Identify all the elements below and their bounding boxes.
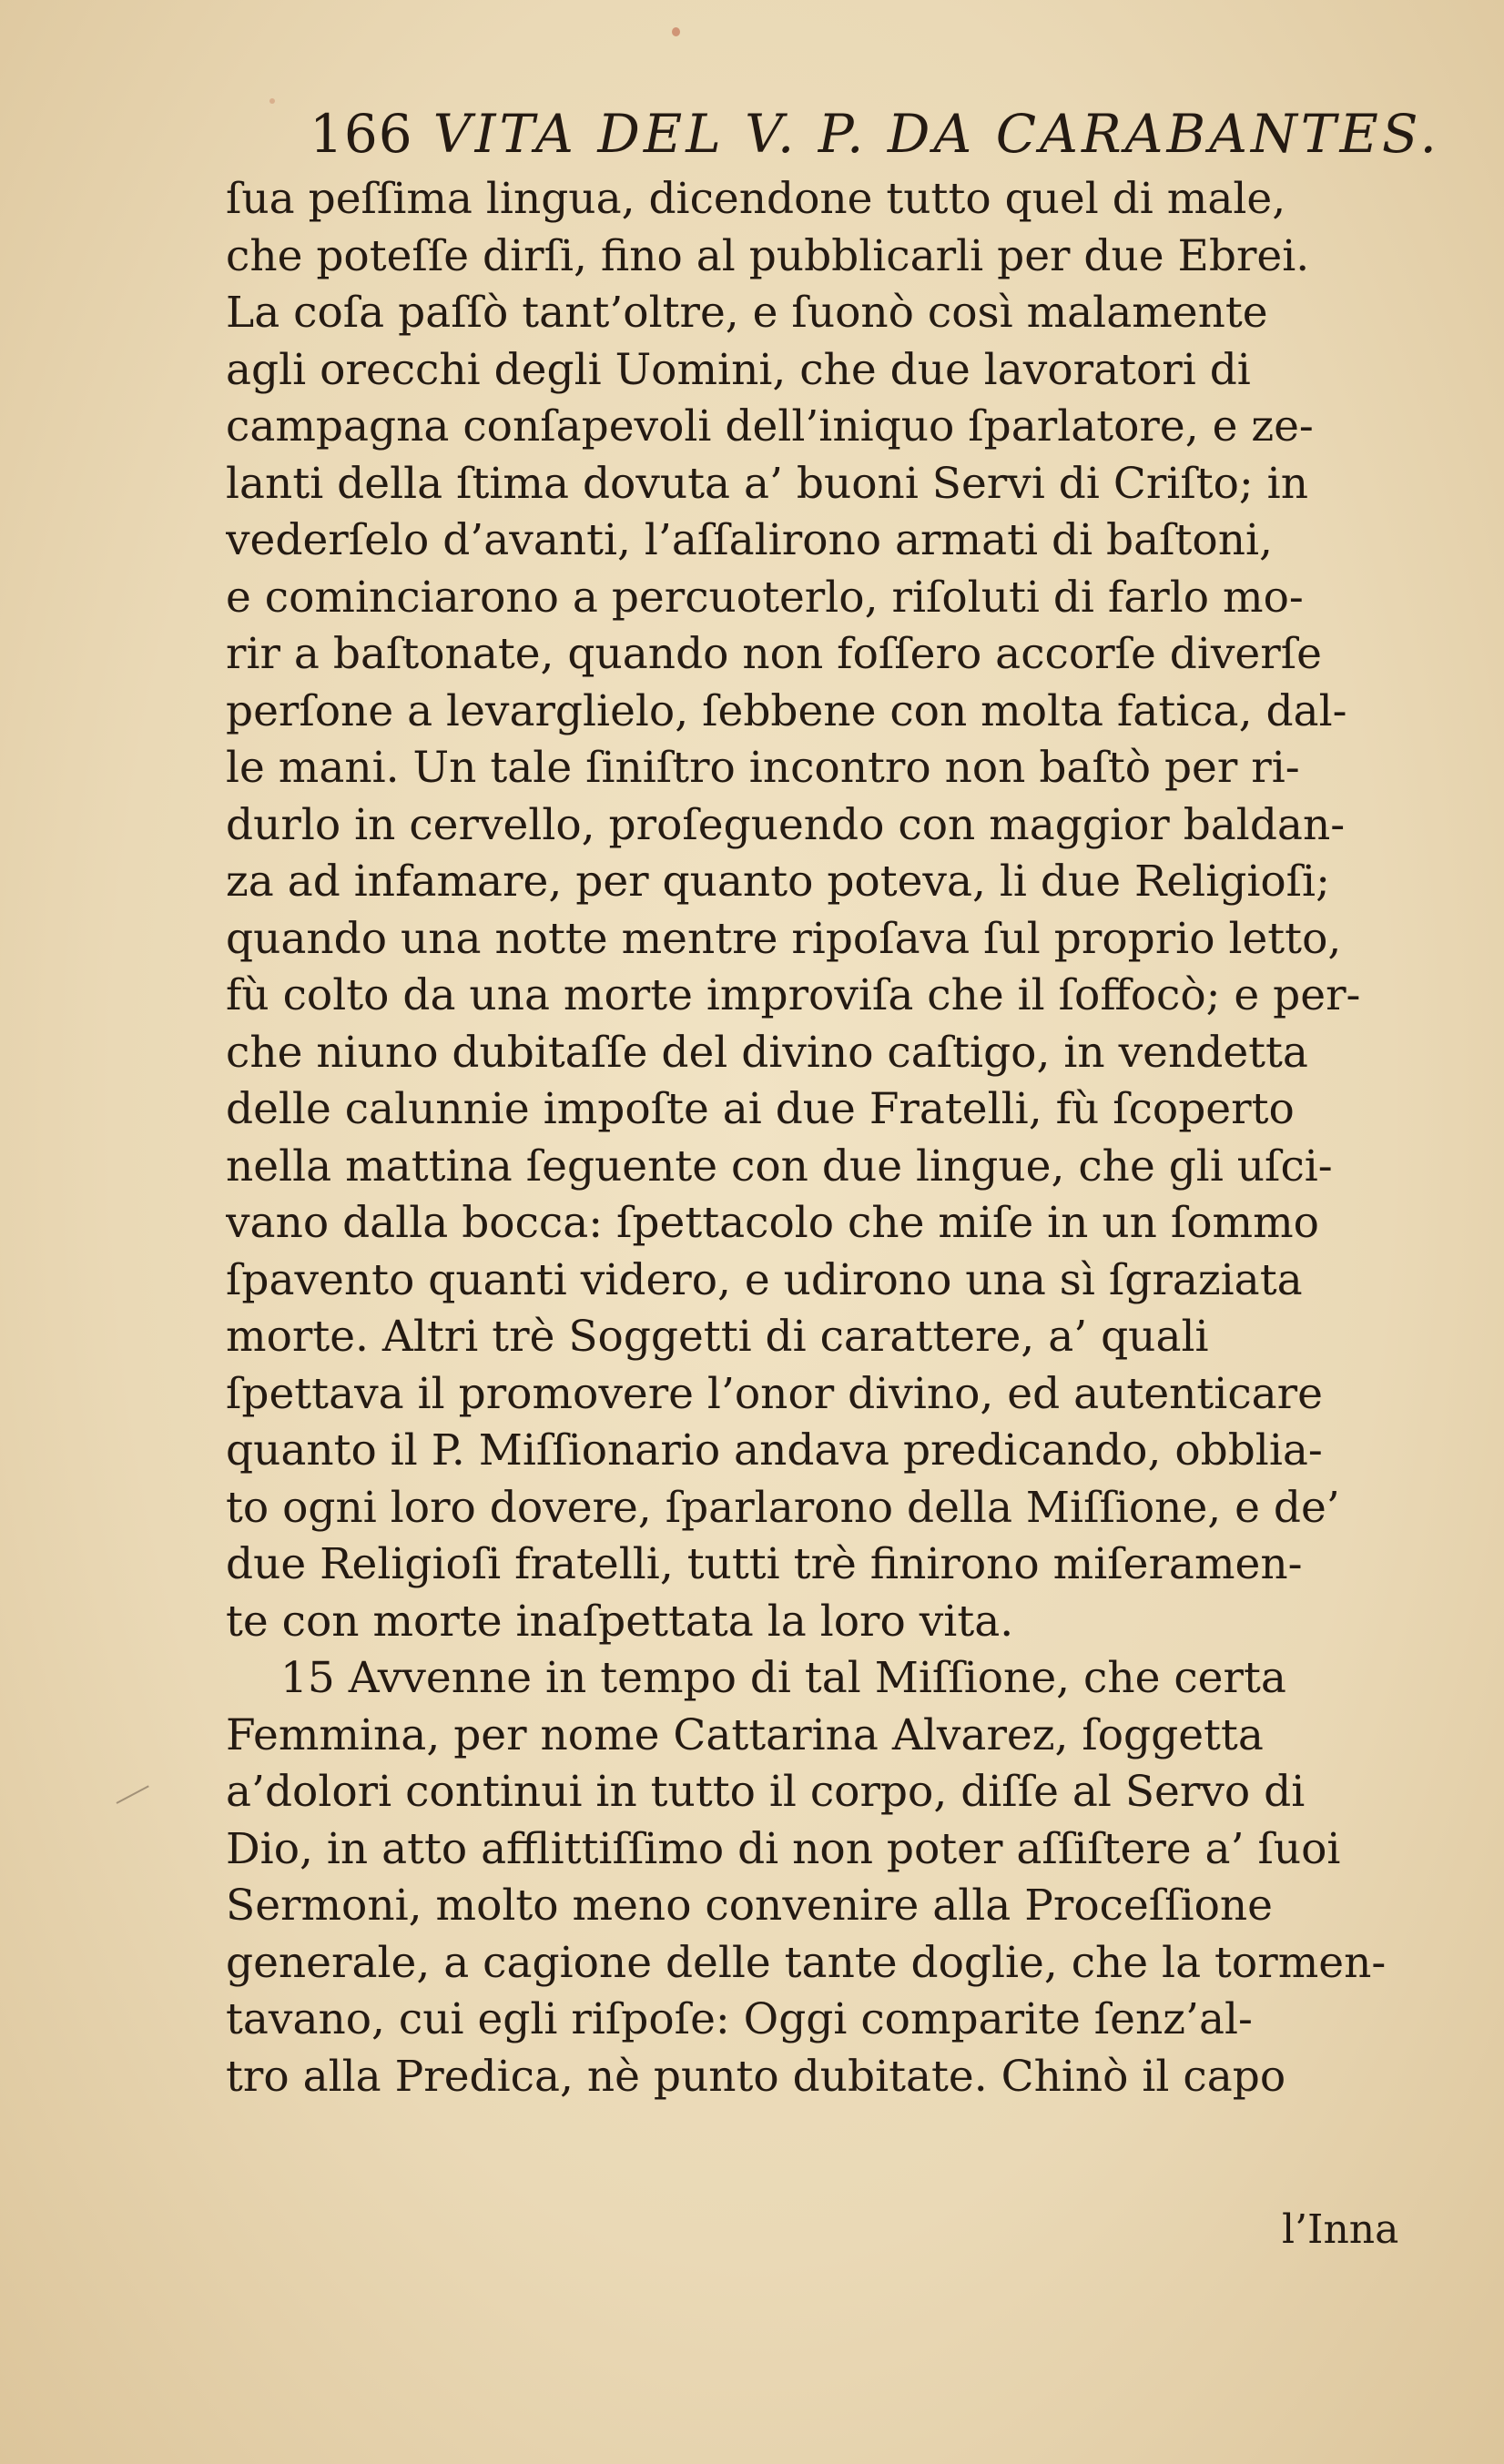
- running-title: VITA DEL V. P. DA CARABANTES.: [432, 103, 1440, 165]
- text-line: le mani. Un tale ſiniſtro incontro non baſtò per ri-: [226, 743, 1300, 793]
- paper-scratch: [117, 1785, 149, 1804]
- text-line: za ad infamare, per quanto poteva, li due Religioſi;: [226, 857, 1330, 907]
- text-line: vederſelo d’avanti, l’aſſalirono armati di baſtoni,: [226, 515, 1273, 565]
- text-line: morte. Altri trè Soggetti di carattere, a’ quali: [226, 1312, 1209, 1362]
- text-line: agli orecchi degli Uomini, che due lavoratori di: [226, 344, 1251, 395]
- text-line: lanti della ſtima dovuta a’ buoni Servi di Criſto; in: [226, 458, 1308, 509]
- ink-stain: [672, 27, 680, 36]
- text-line: perſone a levarglielo, ſebbene con molta fatica, dal-: [226, 685, 1347, 736]
- text-line: che niuno dubitaſſe del divino caſtigo, in vendetta: [226, 1027, 1308, 1078]
- text-line: nella mattina ſeguente con due lingue, che gli uſci-: [226, 1141, 1333, 1191]
- text-line: rir a baſtonate, quando non foſſero accorſe diverſe: [226, 629, 1322, 679]
- text-line: due Religioſi fratelli, tutti trè finirono miſeramen-: [226, 1539, 1303, 1589]
- text-line: a’dolori continui in tutto il corpo, diſſe al Servo di: [226, 1767, 1306, 1817]
- text-line: campagna conſapevoli dell’iniquo ſparlatore, e ze-: [226, 401, 1314, 451]
- text-line: vano dalla bocca: ſpettacolo che miſe in un ſommo: [226, 1198, 1319, 1248]
- text-line: La coſa paſſò tant’oltre, e ſuonò così malamente: [226, 288, 1268, 338]
- text-line: che poteſſe dirſi, fino al pubblicarli per due Ebrei.: [226, 230, 1310, 281]
- text-line: te con morte inaſpettata la loro vita.: [226, 1596, 1014, 1647]
- text-line: Femmina, per nome Cattarina Alvarez, ſoggetta: [226, 1709, 1264, 1760]
- text-line: e cominciarono a percuoterlo, riſoluti di farlo mo-: [226, 572, 1304, 623]
- running-header: [310, 102, 1493, 166]
- text-line: ſpettava il promovere l’onor divino, ed autenticare: [226, 1368, 1323, 1419]
- page-number: 166: [310, 103, 413, 165]
- text-line: durlo in cervello, proſeguendo con maggior baldan-: [226, 799, 1346, 850]
- body-text: [226, 171, 1496, 2105]
- text-line: Sermoni, molto meno convenire alla Proceſſione: [226, 1881, 1273, 1931]
- text-line: quando una notte mentre ripoſava ſul proprio letto,: [226, 913, 1342, 964]
- paragraph-start-line: 15 Avvenne in tempo di tal Miſſione, che certa: [280, 1653, 1286, 1703]
- text-line: to ogni loro dovere, ſparlarono della Miſſione, e de’: [226, 1482, 1340, 1533]
- text-line: ſpavento quanti videro, e udirono una sì ſgraziata: [226, 1254, 1303, 1305]
- text-line: Dio, in atto afflittiſſimo di non poter aſſiſtere a’ ſuoi: [226, 1823, 1341, 1874]
- ink-stain: [269, 98, 275, 104]
- text-line: generale, a cagione delle tante doglie, che la tormen-: [226, 1937, 1387, 1988]
- text-line: tavano, cui egli riſpoſe: Oggi comparite ſenz’al-: [226, 1994, 1253, 2044]
- text-line: ſua peſſima lingua, dicendone tutto quel di male,: [226, 174, 1286, 224]
- text-line: quanto il P. Miſſionario andava predicando, obblia-: [226, 1425, 1323, 1475]
- catchword: l’Inna: [1282, 2206, 1399, 2253]
- text-line: fù colto da una morte improviſa che il ſoffocò; e per-: [226, 970, 1361, 1020]
- text-line: delle calunnie impoſte ai due Fratelli, fù ſcoperto: [226, 1084, 1295, 1134]
- text-line: tro alla Predica, nè punto dubitate. Chinò il capo: [226, 2051, 1286, 2102]
